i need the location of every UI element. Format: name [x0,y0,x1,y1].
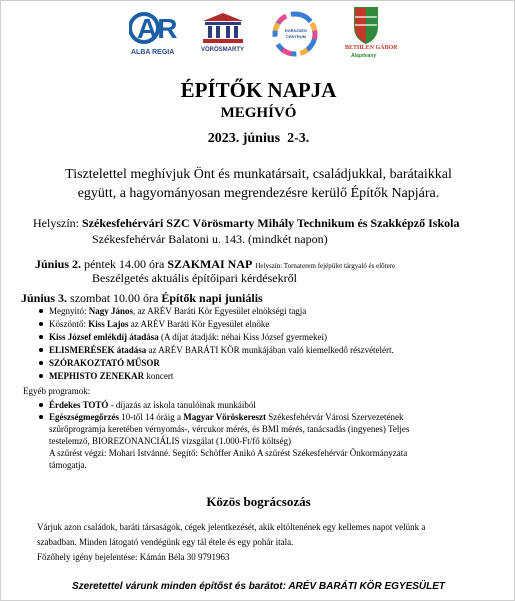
bethlen-subcaption: Alapítvány [351,53,377,59]
venue [33,216,459,231]
day1-note: Helyszín: Tornaterem fejépület tárgyaló és előtere [255,262,396,270]
alba-regia-mark-icon [129,9,181,47]
day1-name: SZAKMAI NAP [167,257,253,271]
day2-date: Június 3. [21,291,68,305]
venue-label: Helyszín: [33,216,79,230]
goulash-line: Főzőhely igény bejelentése: Kámán Béla 30 9791963 [37,552,230,562]
page-title: ÉPÍTŐK NAPJA [180,78,337,102]
other-programs-label: Egyéb programok: [23,386,91,396]
day2-program-list [37,305,394,383]
goulash-text [37,520,425,565]
alba-regia-mark: AR [137,13,178,44]
health-line: A szűrést végzi: Mohari Istvánné. Segítő: Schöffer Anikó A szűrést Székesfehérvár Önkormányzata [49,448,408,458]
day1-time: péntek 14.00 óra [84,257,165,271]
centrum-logo [269,9,321,59]
list-item: Érdekes TOTÓ - díjazás az iskola tanulóinak munkáiból [37,399,403,411]
vorosmarty-logo [197,11,249,57]
centrum-caption: EGÉSZSÉG CENTRUM [284,28,307,39]
list-item: SZÓRAKOZTATÓ MŰSOR [37,357,394,370]
day1-header [35,257,395,272]
page-subtitle: MEGHÍVÓ [220,105,297,121]
alba-regia-caption: ALBA REGIA [131,49,175,56]
health-details [49,423,409,471]
other-programs-list [37,399,403,423]
health-line: testelemző, BIOREZONANCIÁLIS vizsgálat (1.000-Ft/fő költség) [49,436,291,446]
list-item: Megnyitó: Nagy János, az ARÉV Baráti Kör Egyesület elnökségi tagja [37,305,394,318]
day1-desc: Beszélgetés aktuális építőipari kérdésekről [92,271,297,285]
list-item: Egészségmegőrzés 10-től 14 óráig a Magyar Vöröskereszt Székesfehérvár Városi Szervezetének [37,411,403,423]
alba-regia-logo [129,9,181,59]
venue-address: Székesfehérvár Balatoni u. 143. (mindkét napon) [92,232,328,246]
bethlen-gabor-logo [341,5,398,65]
goulash-title: Közös bográcsozás [206,494,311,509]
day2-time: szombat 10.00 óra [70,291,159,305]
list-item: Kiss József emlékdíj átadása (A díjat átadják: néhai Kiss József gyermekei) [37,331,394,344]
goulash-line: szabadban. Minden látogató vendégünk egy tál étele és egy pohár itala. [37,537,294,547]
bethlen-caption: BETHLEN GÁBOR [345,45,398,51]
venue-name: Székesfehérvári SZC Vörösmarty Mihály Technikum és Szakképző Iskola [82,216,460,230]
intro-text [1,165,515,203]
bethlen-shield-icon [341,5,391,45]
list-item: MEPHISTO ZENEKAR koncert [37,370,394,383]
day1-date: Június 2. [35,257,82,271]
day2-header [21,291,263,306]
health-line: szűrőprogramja keretében vérnyomás-, vércukor mérés, és BMI mérés, tanácsadás (ingyenes) Teljes [49,424,410,434]
goulash-line: Várjuk azon családok, baráti társaságok, cégek jelentkezését, akik eltöltenének egy kellemes napot velünk a [37,522,426,532]
logo-strip [1,1,515,71]
vorosmarty-caption: VÖRÖSMARTY [201,47,245,53]
day2-name: Építők napi juniális [161,291,263,305]
list-item: Köszöntő: Kiss Lajos az ARÉV Baráti Kör Egyesület elnöke [37,318,394,331]
list-item: ELISMERÉSEK átadása az ARÉV BARÁTI KÖR munkájában való kiemelkedő részvételért. [37,344,394,357]
intro-line: együtt, a hagyományosan megrendezésre kerülő Építők Napjára. [77,186,440,201]
footer-closing: Szeretettel várunk minden építőst és barátot: ARÉV BARÁTI KÖR EGYESÜLET [71,581,446,592]
health-line: támogatja. [49,460,87,470]
intro-line: Tisztelettel meghívjuk Önt és munkatársait, családjukkal, barátaikkal [65,167,452,182]
vorosmarty-building-icon [197,11,249,45]
event-date: 2023. június 2-3. [207,131,310,146]
